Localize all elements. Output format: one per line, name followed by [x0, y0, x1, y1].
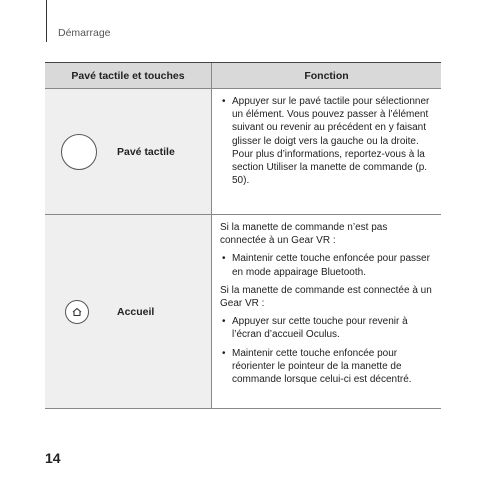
- table-row: [45, 215, 441, 409]
- key-label-touchpad: Pavé tactile: [117, 145, 175, 158]
- keys-table: [45, 62, 441, 409]
- function-bullet: • Appuyer sur le pavé tactile pour sélectionner un élément. Vous pouvez passer à l’élément suivant ou revenir au précédent en y faisant glisser le doigt vers la gauche ou la droite. Pour plus d’informations, reportez-vous à la section Utiliser la manette de commande (p. 50).: [220, 95, 433, 187]
- function-bullet: • Appuyer sur cette touche pour revenir à l’écran d’accueil Oculus.: [220, 315, 433, 341]
- key-cell: [45, 215, 212, 408]
- function-paragraph: Si la manette de commande est connectée à un Gear VR :: [220, 284, 432, 310]
- header-keys: Pavé tactile et touches: [45, 63, 212, 88]
- function-bullet: • Maintenir cette touche enfoncée pour passer en mode appairage Bluetooth.: [220, 252, 433, 278]
- function-paragraph: Si la manette de commande n’est pas connectée à un Gear VR :: [220, 222, 388, 247]
- table-row: [45, 89, 441, 215]
- header-function: Fonction: [304, 69, 349, 82]
- home-icon: [65, 300, 89, 324]
- function-cell: [212, 215, 441, 408]
- function-cell: [212, 89, 441, 214]
- function-bullet: • Maintenir cette touche enfoncée pour réorienter le pointeur de la manette de commande lorsque celui-ci est décentré.: [220, 347, 433, 387]
- key-cell: [45, 89, 212, 214]
- page-number: 14: [45, 450, 61, 466]
- key-label-home: Accueil: [117, 305, 155, 318]
- table-header: [45, 63, 441, 89]
- header-rule: [46, 0, 47, 42]
- section-title: Démarrage: [58, 27, 111, 39]
- circle-touchpad-icon: [61, 134, 97, 170]
